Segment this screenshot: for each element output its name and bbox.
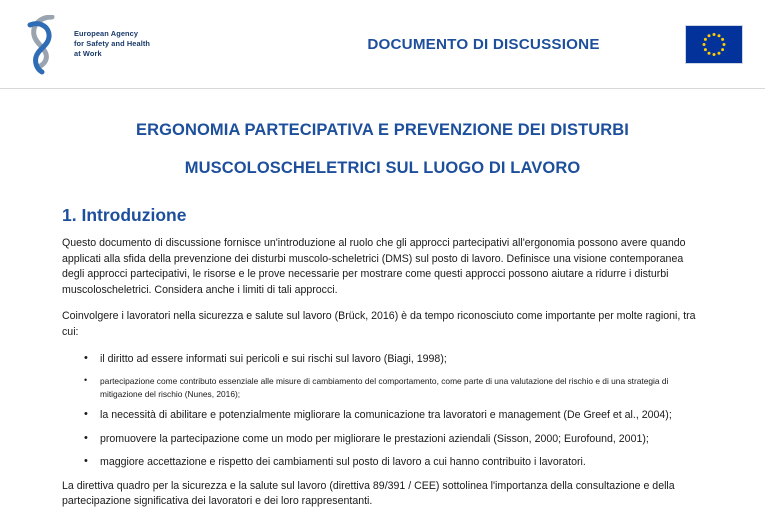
paragraph-coinvolgere: Coinvolgere i lavoratori nella sicurezza e salute sul lavoro (Brück, 2016) è da tempo riconosciuto come importante per molte ragioni, tra cui: — [62, 310, 696, 338]
paragraph-direttiva-quadro: La direttiva quadro per la sicurezza e la salute sul lavoro (direttiva 89/391 / CEE) sottolinea l'importanza della consultazione e della partecipazione significativa dei lavoratori e dei loro rappresentanti. — [62, 479, 675, 508]
list-item: • il diritto ad essere informati sui pericoli e sui rischi sul lavoro (Biagi, 1998); — [62, 352, 703, 368]
bullet-list — [62, 352, 703, 471]
list-item: • la necessità di abilitare e potenzialmente migliorare la comunicazione tra lavoratori e management (De Greef et al., 2004); — [62, 408, 703, 424]
page-title-line-2: MUSCOLOSCHELETRICI SUL LUOGO DI LAVORO — [184, 159, 581, 177]
eu-osha-symbol-icon — [22, 15, 66, 73]
list-item: • maggiore accettazione e rispetto dei cambiamenti sul posto di lavoro a cui hanno contribuito i lavoratori. — [62, 455, 703, 471]
list-item: • partecipazione come contributo essenziale alle misure di cambiamento del comportamento, come parte di una valutazione del rischio e di una strategia di mitigazione del rischio (Nunes, 2016); — [62, 375, 703, 400]
document-content — [0, 111, 765, 510]
page-title-line-1: ERGONOMIA PARTECIPATIVA E PREVENZIONE DEI DISTURBI — [135, 121, 629, 139]
agency-name-line-2: for Safety and Health — [74, 38, 151, 48]
paragraph-intro: Questo documento di discussione fornisce un'introduzione al ruolo che gli approcci partecipativi all'ergonomia possono avere quando applicati alla sfida della prevenzione dei disturbi muscolo-scheletrici (DMS) sul posto di lavoro. Definisce una visione contemporanea degli approcci partecipativi, le risorse e le prove necessarie per mostrare come questi approcci possono aiutare a ridurre i disturbi muscoloscheletrici. Considera anche i limiti di tali approcci. — [62, 237, 686, 296]
eu-osha-logo — [22, 15, 252, 73]
document-type-label: DOCUMENTO DI DISCUSSIONE — [367, 35, 600, 53]
european-union-flag-icon — [685, 25, 743, 64]
document-header — [0, 0, 765, 89]
section-heading-introduzione: 1. Introduzione — [62, 205, 187, 225]
page-title — [62, 111, 703, 187]
agency-name-line-1: European Agency — [74, 28, 139, 38]
list-item: • promuovere la partecipazione come un modo per migliorare le prestazioni aziendali (Sisson, 2000; Eurofound, 2001); — [62, 432, 703, 448]
agency-name — [74, 29, 150, 60]
agency-name-line-3: at Work — [74, 49, 102, 59]
